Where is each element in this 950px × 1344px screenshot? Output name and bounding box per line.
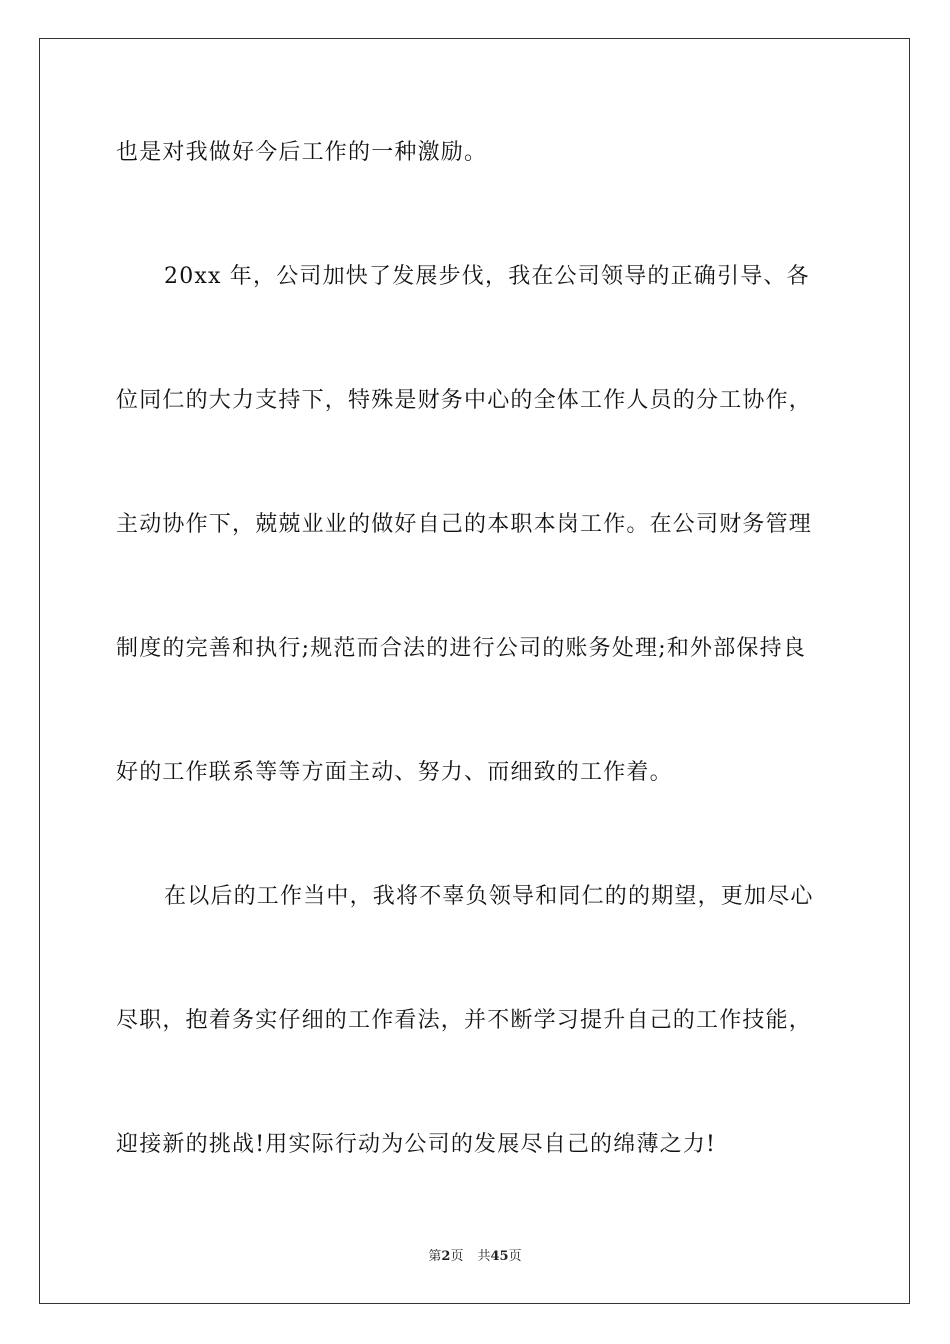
text-line-7: 在以后的工作当中，我将不辜负领导和同仁的的期望，更加尽心	[164, 884, 814, 909]
total-pages: 45	[490, 1249, 509, 1264]
text-line-8: 尽职，抱着务实仔细的工作看法，并不断学习提升自己的工作技能，	[116, 1008, 813, 1033]
total-prefix: 共	[477, 1249, 491, 1264]
page-number: 2	[441, 1249, 451, 1264]
text-line-1: 也是对我做好今后工作的一种激励。	[116, 140, 488, 165]
page-suffix: 页	[450, 1249, 464, 1264]
text-line-2: 20xx 年，公司加快了发展步伐，我在公司领导的正确引导、各	[164, 264, 810, 289]
total-suffix: 页	[508, 1249, 522, 1264]
text-line-6: 好的工作联系等等方面主动、努力、而细致的工作着。	[116, 760, 673, 785]
page-prefix: 第	[428, 1249, 442, 1264]
text-line-9: 迎接新的挑战!用实际行动为公司的发展尽自己的绵薄之力!	[116, 1132, 717, 1157]
text-line-3: 位同仁的大力支持下，特殊是财务中心的全体工作人员的分工协作，	[116, 388, 813, 413]
page-footer	[0, 1248, 950, 1266]
page-frame	[39, 38, 910, 1304]
text-line-5: 制度的完善和执行;规范而合法的进行公司的账务处理;和外部保持良	[116, 636, 807, 661]
text-line-4: 主动协作下，兢兢业业的做好自己的本职本岗工作。在公司财务管理	[116, 512, 813, 537]
